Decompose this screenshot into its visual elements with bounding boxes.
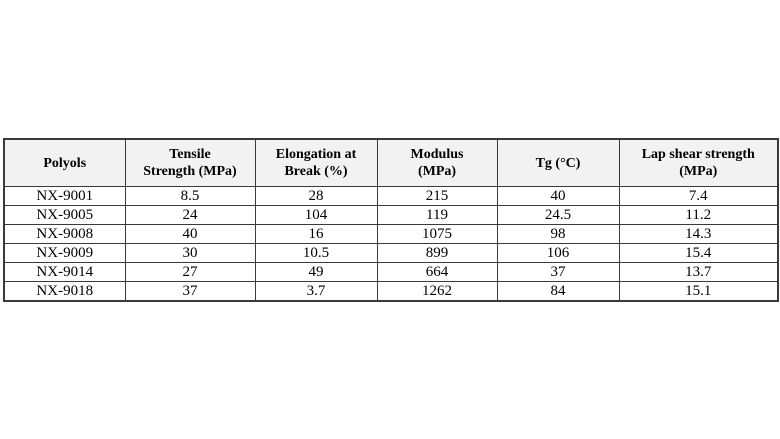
cell-polyol: NX-9014 bbox=[4, 263, 125, 282]
table-body bbox=[4, 187, 778, 302]
column-header-line1: Polyols bbox=[43, 155, 87, 171]
column-header-line2: Break (%) bbox=[284, 164, 348, 179]
cell-tg: 40 bbox=[497, 187, 619, 206]
cell-polyol: NX-9008 bbox=[4, 225, 125, 244]
table-row bbox=[4, 225, 778, 244]
cell-polyol: NX-9005 bbox=[4, 206, 125, 225]
cell-modulus: 1262 bbox=[377, 282, 497, 302]
column-header-modulus bbox=[377, 139, 497, 187]
cell-polyol: NX-9018 bbox=[4, 282, 125, 302]
cell-modulus: 664 bbox=[377, 263, 497, 282]
cell-elongation: 16 bbox=[255, 225, 377, 244]
column-header-tg bbox=[497, 139, 619, 187]
column-header-line1: Lap shear strength bbox=[641, 147, 755, 162]
cell-elongation: 104 bbox=[255, 206, 377, 225]
cell-tg: 37 bbox=[497, 263, 619, 282]
column-header-line2: (MPa) bbox=[679, 164, 718, 179]
cell-tensile-strength: 24 bbox=[125, 206, 255, 225]
cell-lap-shear: 11.2 bbox=[619, 206, 778, 225]
table-header bbox=[4, 139, 778, 187]
cell-lap-shear: 15.4 bbox=[619, 244, 778, 263]
cell-elongation: 3.7 bbox=[255, 282, 377, 302]
column-header-polyols bbox=[4, 139, 125, 187]
table-row bbox=[4, 206, 778, 225]
cell-lap-shear: 14.3 bbox=[619, 225, 778, 244]
cell-polyol: NX-9009 bbox=[4, 244, 125, 263]
polyol-properties-table bbox=[3, 138, 779, 302]
column-header-tensile-strength bbox=[125, 139, 255, 187]
cell-tensile-strength: 27 bbox=[125, 263, 255, 282]
cell-modulus: 899 bbox=[377, 244, 497, 263]
cell-elongation: 28 bbox=[255, 187, 377, 206]
header-row bbox=[4, 139, 778, 187]
cell-tg: 98 bbox=[497, 225, 619, 244]
column-header-line2: (MPa) bbox=[417, 164, 457, 179]
cell-polyol: NX-9001 bbox=[4, 187, 125, 206]
cell-tg: 106 bbox=[497, 244, 619, 263]
column-header-line1: Elongation at bbox=[275, 147, 357, 162]
table-row bbox=[4, 244, 778, 263]
table-row bbox=[4, 187, 778, 206]
polyol-properties-table-container bbox=[3, 138, 777, 302]
cell-lap-shear: 13.7 bbox=[619, 263, 778, 282]
column-header-line1: Tensile bbox=[169, 147, 211, 162]
table-row bbox=[4, 263, 778, 282]
cell-tensile-strength: 30 bbox=[125, 244, 255, 263]
cell-modulus: 1075 bbox=[377, 225, 497, 244]
cell-tensile-strength: 40 bbox=[125, 225, 255, 244]
table-row bbox=[4, 282, 778, 302]
cell-elongation: 49 bbox=[255, 263, 377, 282]
cell-modulus: 119 bbox=[377, 206, 497, 225]
column-header-lap-shear-strength bbox=[619, 139, 778, 187]
column-header-elongation-at-break bbox=[255, 139, 377, 187]
column-header-line1: Tg (°C) bbox=[535, 155, 581, 171]
cell-tensile-strength: 37 bbox=[125, 282, 255, 302]
cell-tg: 24.5 bbox=[497, 206, 619, 225]
column-header-line1: Modulus bbox=[410, 147, 464, 162]
column-header-line2: Strength (MPa) bbox=[143, 164, 237, 179]
cell-elongation: 10.5 bbox=[255, 244, 377, 263]
cell-modulus: 215 bbox=[377, 187, 497, 206]
cell-lap-shear: 7.4 bbox=[619, 187, 778, 206]
cell-lap-shear: 15.1 bbox=[619, 282, 778, 302]
cell-tg: 84 bbox=[497, 282, 619, 302]
cell-tensile-strength: 8.5 bbox=[125, 187, 255, 206]
